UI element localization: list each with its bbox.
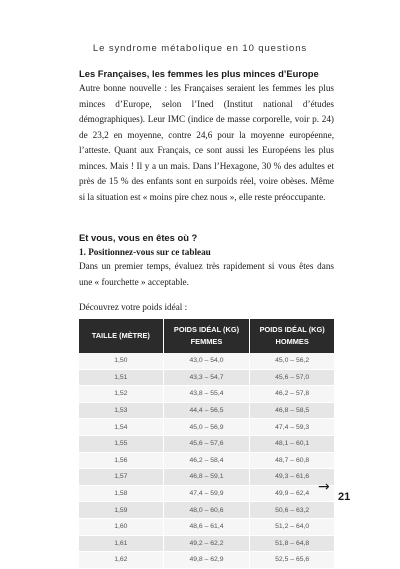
- cell-height: 1,54: [79, 419, 163, 436]
- cell-women: 48,0 – 60,6: [163, 502, 250, 519]
- cell-men: 49,9 – 62,4: [250, 485, 334, 502]
- section-title: Et vous, vous en êtes où ?: [79, 232, 198, 243]
- section-paragraph: Dans un premier temps, évaluez très rapidement si vous êtes dans une « fourchette » acceptable.: [79, 261, 334, 287]
- section-ideal-weight: [79, 231, 334, 290]
- table-row: [79, 419, 334, 436]
- page-content: [79, 67, 334, 569]
- cell-men: 47,4 – 59,3: [250, 419, 334, 436]
- table-row: [79, 485, 334, 502]
- cell-women: 47,4 – 59,9: [163, 485, 250, 502]
- section-title: Les Françaises, les femmes les plus minces d’Europe: [79, 68, 319, 79]
- cell-women: 43,0 – 54,0: [163, 353, 250, 369]
- cell-men: 52,5 – 65,6: [250, 552, 334, 569]
- cell-height: 1,56: [79, 452, 163, 469]
- cell-women: 44,4 – 56,5: [163, 402, 250, 419]
- cell-height: 1,52: [79, 386, 163, 403]
- cell-height: 1,57: [79, 469, 163, 486]
- table-row: [79, 353, 334, 369]
- cell-height: 1,61: [79, 535, 163, 552]
- cell-height: 1,58: [79, 485, 163, 502]
- cell-men: 50,6 – 63,2: [250, 502, 334, 519]
- column-header-men: POIDS IDÉAL (KG) HOMMES: [250, 319, 334, 353]
- page-number: 21: [338, 491, 351, 503]
- table-body: [79, 353, 334, 568]
- section-subtitle: 1. Positionnez-vous sur ce tableau: [79, 247, 211, 257]
- table-row: [79, 452, 334, 469]
- section-paragraph: Autre bonne nouvelle : les Françaises seraient les femmes les plus minces d’Europe, selon l’Ined (Institut national d’études démographiques). Leur IMC (indice de masse corporelle, voir p. 24) de 23,2 en moyenne, contre 24,6 pour la moyenne européenne, l’atteste. Quant aux Français, ce sont aussi les Européens les plus minces. Mais ! Il y a un mais. Dans l’Hexagone, 30 % des adultes et près de 15 % des enfants sont en surpoids réel, voire obèses. Même si la situation est « moins pire chez nous », elle reste préoccupante.: [79, 83, 334, 202]
- table-header-row: [79, 319, 334, 353]
- table-row: [79, 469, 334, 486]
- column-header-women: POIDS IDÉAL (KG) FEMMES: [163, 319, 250, 353]
- ideal-weight-table: [79, 319, 334, 569]
- cell-height: 1,55: [79, 435, 163, 452]
- cell-women: 46,8 – 59,1: [163, 469, 250, 486]
- cell-men: 46,2 – 57,8: [250, 386, 334, 403]
- column-header-height: TAILLE (MÈTRE): [79, 319, 163, 353]
- cell-height: 1,59: [79, 502, 163, 519]
- cell-women: 43,3 – 54,7: [163, 369, 250, 386]
- cell-women: 45,0 – 56,9: [163, 419, 250, 436]
- cell-women: 43,8 – 55,4: [163, 386, 250, 403]
- cell-men: 51,8 – 64,8: [250, 535, 334, 552]
- table-row: [79, 502, 334, 519]
- table-row: [79, 518, 334, 535]
- cell-women: 49,8 – 62,9: [163, 552, 250, 569]
- cell-height: 1,50: [79, 353, 163, 369]
- table-row: [79, 552, 334, 569]
- cell-women: 49,2 – 62,2: [163, 535, 250, 552]
- table-intro: Découvrez votre poids idéal :: [79, 302, 188, 312]
- continue-arrow-icon: →: [318, 479, 330, 495]
- cell-men: 51,2 – 64,0: [250, 518, 334, 535]
- cell-height: 1,62: [79, 552, 163, 569]
- cell-women: 48,6 – 61,4: [163, 518, 250, 535]
- cell-women: 45,6 – 57,6: [163, 435, 250, 452]
- table-row: [79, 369, 334, 386]
- table-row: [79, 402, 334, 419]
- cell-height: 1,51: [79, 369, 163, 386]
- cell-men: 45,0 – 56,2: [250, 353, 334, 369]
- cell-height: 1,60: [79, 518, 163, 535]
- cell-men: 45,6 – 57,0: [250, 369, 334, 386]
- cell-height: 1,53: [79, 402, 163, 419]
- cell-men: 46,8 – 58,5: [250, 402, 334, 419]
- table-row: [79, 535, 334, 552]
- cell-men: 49,3 – 61,6: [250, 469, 334, 486]
- table-row: [79, 435, 334, 452]
- cell-women: 46,2 – 58,4: [163, 452, 250, 469]
- table-row: [79, 386, 334, 403]
- running-head: Le syndrome métabolique en 10 questions: [92, 43, 308, 54]
- cell-men: 48,7 – 60,8: [250, 452, 334, 469]
- cell-men: 48,1 – 60,1: [250, 435, 334, 452]
